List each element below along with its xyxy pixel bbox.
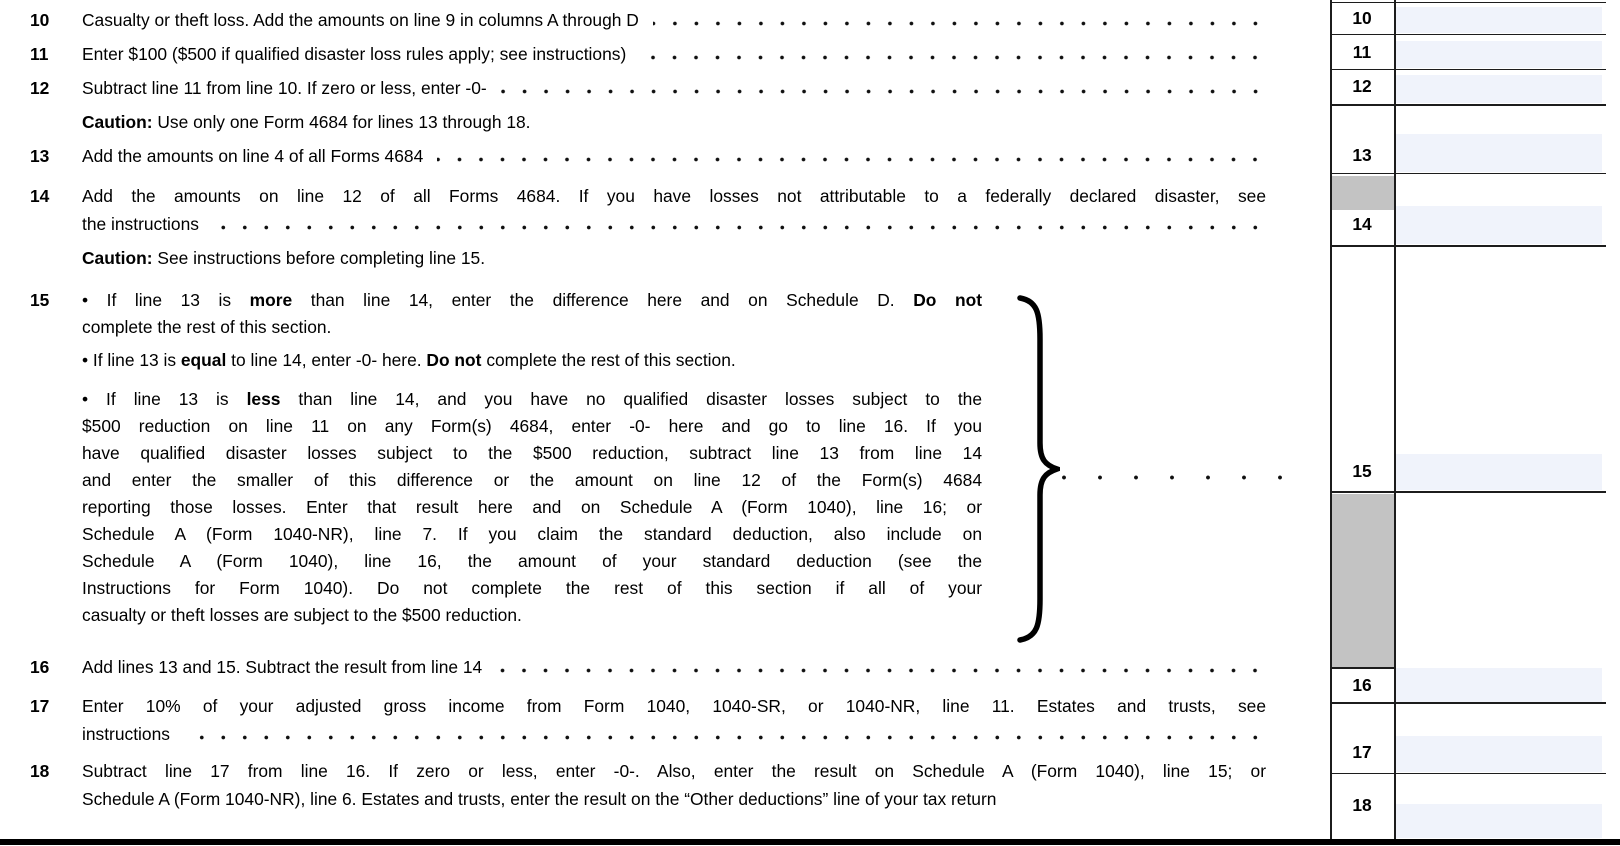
grid-line: [1394, 0, 1396, 839]
line15-brace: [1016, 293, 1060, 645]
line15-bullet1-line1: • If line 13 is more than line 14, enter the difference here and on Schedule D. Do not: [82, 290, 982, 310]
grid-line: [1330, 667, 1394, 669]
line15-dotted-leader: [1062, 464, 1300, 491]
line11-number: 11: [30, 44, 49, 64]
line12-row: [30, 75, 1270, 102]
table-line-number-12: 12: [1352, 76, 1372, 96]
line11-text: Enter $100 ($500 if qualified disaster loss rules apply; see instructions): [82, 44, 627, 64]
dotted-leader: [496, 654, 1270, 681]
line11-row: [30, 41, 1270, 68]
dotted-leader: [437, 143, 1270, 170]
line16-number: 16: [30, 657, 50, 677]
line17-text-line2: instructions: [82, 724, 170, 744]
line16-row: [30, 654, 1270, 681]
grid-line: [1330, 34, 1606, 35]
line15-bullet1-line2: complete the rest of this section.: [82, 317, 332, 337]
line12-number: 12: [30, 78, 50, 98]
line14-row2: [30, 211, 1270, 238]
line10-amount-field[interactable]: [1396, 7, 1602, 33]
caution-note-lines13-18: Caution: Use only one Form 4684 for lines 13 through 18.: [82, 112, 531, 132]
line17-amount-field[interactable]: [1396, 736, 1602, 772]
line17-number: 17: [30, 696, 50, 716]
line15-bullet2: • If line 13 is equal to line 14, enter -0- here. Do not complete the rest of this section.: [82, 350, 736, 370]
grid-line: [1330, 773, 1606, 774]
dotted-leader: [653, 7, 1270, 34]
dotted-leader: [640, 41, 1270, 68]
line18-number: 18: [30, 761, 50, 781]
line13-amount-field[interactable]: [1396, 134, 1602, 172]
grid-line: [1330, 2, 1606, 3]
table-line-number-11: 11: [1352, 42, 1372, 62]
line17-text-line1: Enter 10% of your adjusted gross income from Form 1040, 1040-SR, or 1040-NR, line 11. Estates and trusts, see: [82, 696, 1266, 716]
line15-amount-field[interactable]: [1396, 454, 1602, 490]
line14-number: 14: [30, 186, 50, 206]
line10-number: 10: [30, 10, 50, 30]
grid-line: [1330, 104, 1606, 106]
line11-amount-field[interactable]: [1396, 41, 1602, 68]
table-line-number-17: 17: [1352, 742, 1372, 762]
dotted-leader: [184, 721, 1270, 748]
line13-row: [30, 143, 1270, 170]
line15-bullet3-line7: Schedule A (Form 1040), line 16, the amount of your standard deduction (see the: [82, 551, 982, 571]
table-line-number-15: 15: [1352, 461, 1372, 481]
section-bottom-rule: [0, 839, 1620, 845]
grid-line: [1330, 702, 1606, 704]
table-line-number-18: 18: [1352, 795, 1372, 815]
line15-bullet3-line6: Schedule A (Form 1040-NR), line 7. If you claim the standard deduction, also include on: [82, 524, 982, 544]
line15-bullet3-line2: $500 reduction on line 11 on any Form(s) 4684, enter -0- here and go to line 16. If you: [82, 416, 982, 436]
table-line-number-16: 16: [1352, 675, 1372, 695]
line15-bullet3-line8: Instructions for Form 1040). Do not complete the rest of this section if all of your: [82, 578, 982, 598]
line15-number: 15: [30, 290, 50, 310]
grid-line: [1330, 69, 1606, 70]
line13-number: 13: [30, 146, 50, 166]
line15-bullet3-line5: reporting those losses. Enter that result here and on Schedule A (Form 1040), line 16; or: [82, 497, 982, 517]
line13-text: Add the amounts on line 4 of all Forms 4684: [82, 146, 424, 166]
line12-text: Subtract line 11 from line 10. If zero or less, enter -0-: [82, 78, 487, 98]
table-line-number-10: 10: [1352, 8, 1372, 28]
line14-text-line2: the instructions: [82, 214, 199, 234]
line14-text-line1: Add the amounts on line 12 of all Forms 4684. If you have losses not attributable to a federally declared disaster, see: [82, 186, 1266, 206]
blocked-cell-below-15: [1332, 494, 1394, 667]
line15-bullet3-line4: and enter the smaller of this difference or the amount on line 12 of the Form(s) 4684: [82, 470, 982, 490]
blocked-cell-above-14: [1332, 176, 1394, 210]
dotted-leader: [213, 211, 1270, 238]
line16-amount-field[interactable]: [1396, 668, 1602, 702]
line15-bullet3-line3: have qualified disaster losses subject to the $500 reduction, subtract line 13 from line 14: [82, 443, 982, 463]
grid-line: [1330, 491, 1606, 493]
table-line-number-14: 14: [1352, 214, 1372, 234]
line12-amount-field[interactable]: [1396, 75, 1602, 103]
line17-row2: [30, 721, 1270, 748]
dotted-leader: [501, 75, 1270, 102]
line15-bullet3-line9: casualty or theft losses are subject to the $500 reduction.: [82, 605, 522, 625]
line18-text-line2: Schedule A (Form 1040-NR), line 6. Estates and trusts, enter the result on the “Other deductions” line of your tax return: [82, 789, 997, 809]
line18-text-line1: Subtract line 17 from line 16. If zero or less, enter -0-. Also, enter the result on Schedule A (Form 1040), line 15; or: [82, 761, 1266, 781]
line18-amount-field[interactable]: [1396, 804, 1602, 838]
line16-text: Add lines 13 and 15. Subtract the result from line 14: [82, 657, 483, 677]
table-line-number-13: 13: [1352, 145, 1372, 165]
line10-text: Casualty or theft loss. Add the amounts on line 9 in columns A through D: [82, 10, 639, 30]
caution-note-line15: Caution: See instructions before completing line 15.: [82, 248, 486, 268]
line10-row: [30, 7, 1270, 34]
grid-line: [1330, 173, 1606, 174]
line14-amount-field[interactable]: [1396, 206, 1602, 244]
line15-bullet3-line1: • If line 13 is less than line 14, and you have no qualified disaster losses subject to the: [82, 389, 982, 409]
grid-line: [1330, 0, 1332, 839]
grid-line: [1330, 245, 1606, 247]
